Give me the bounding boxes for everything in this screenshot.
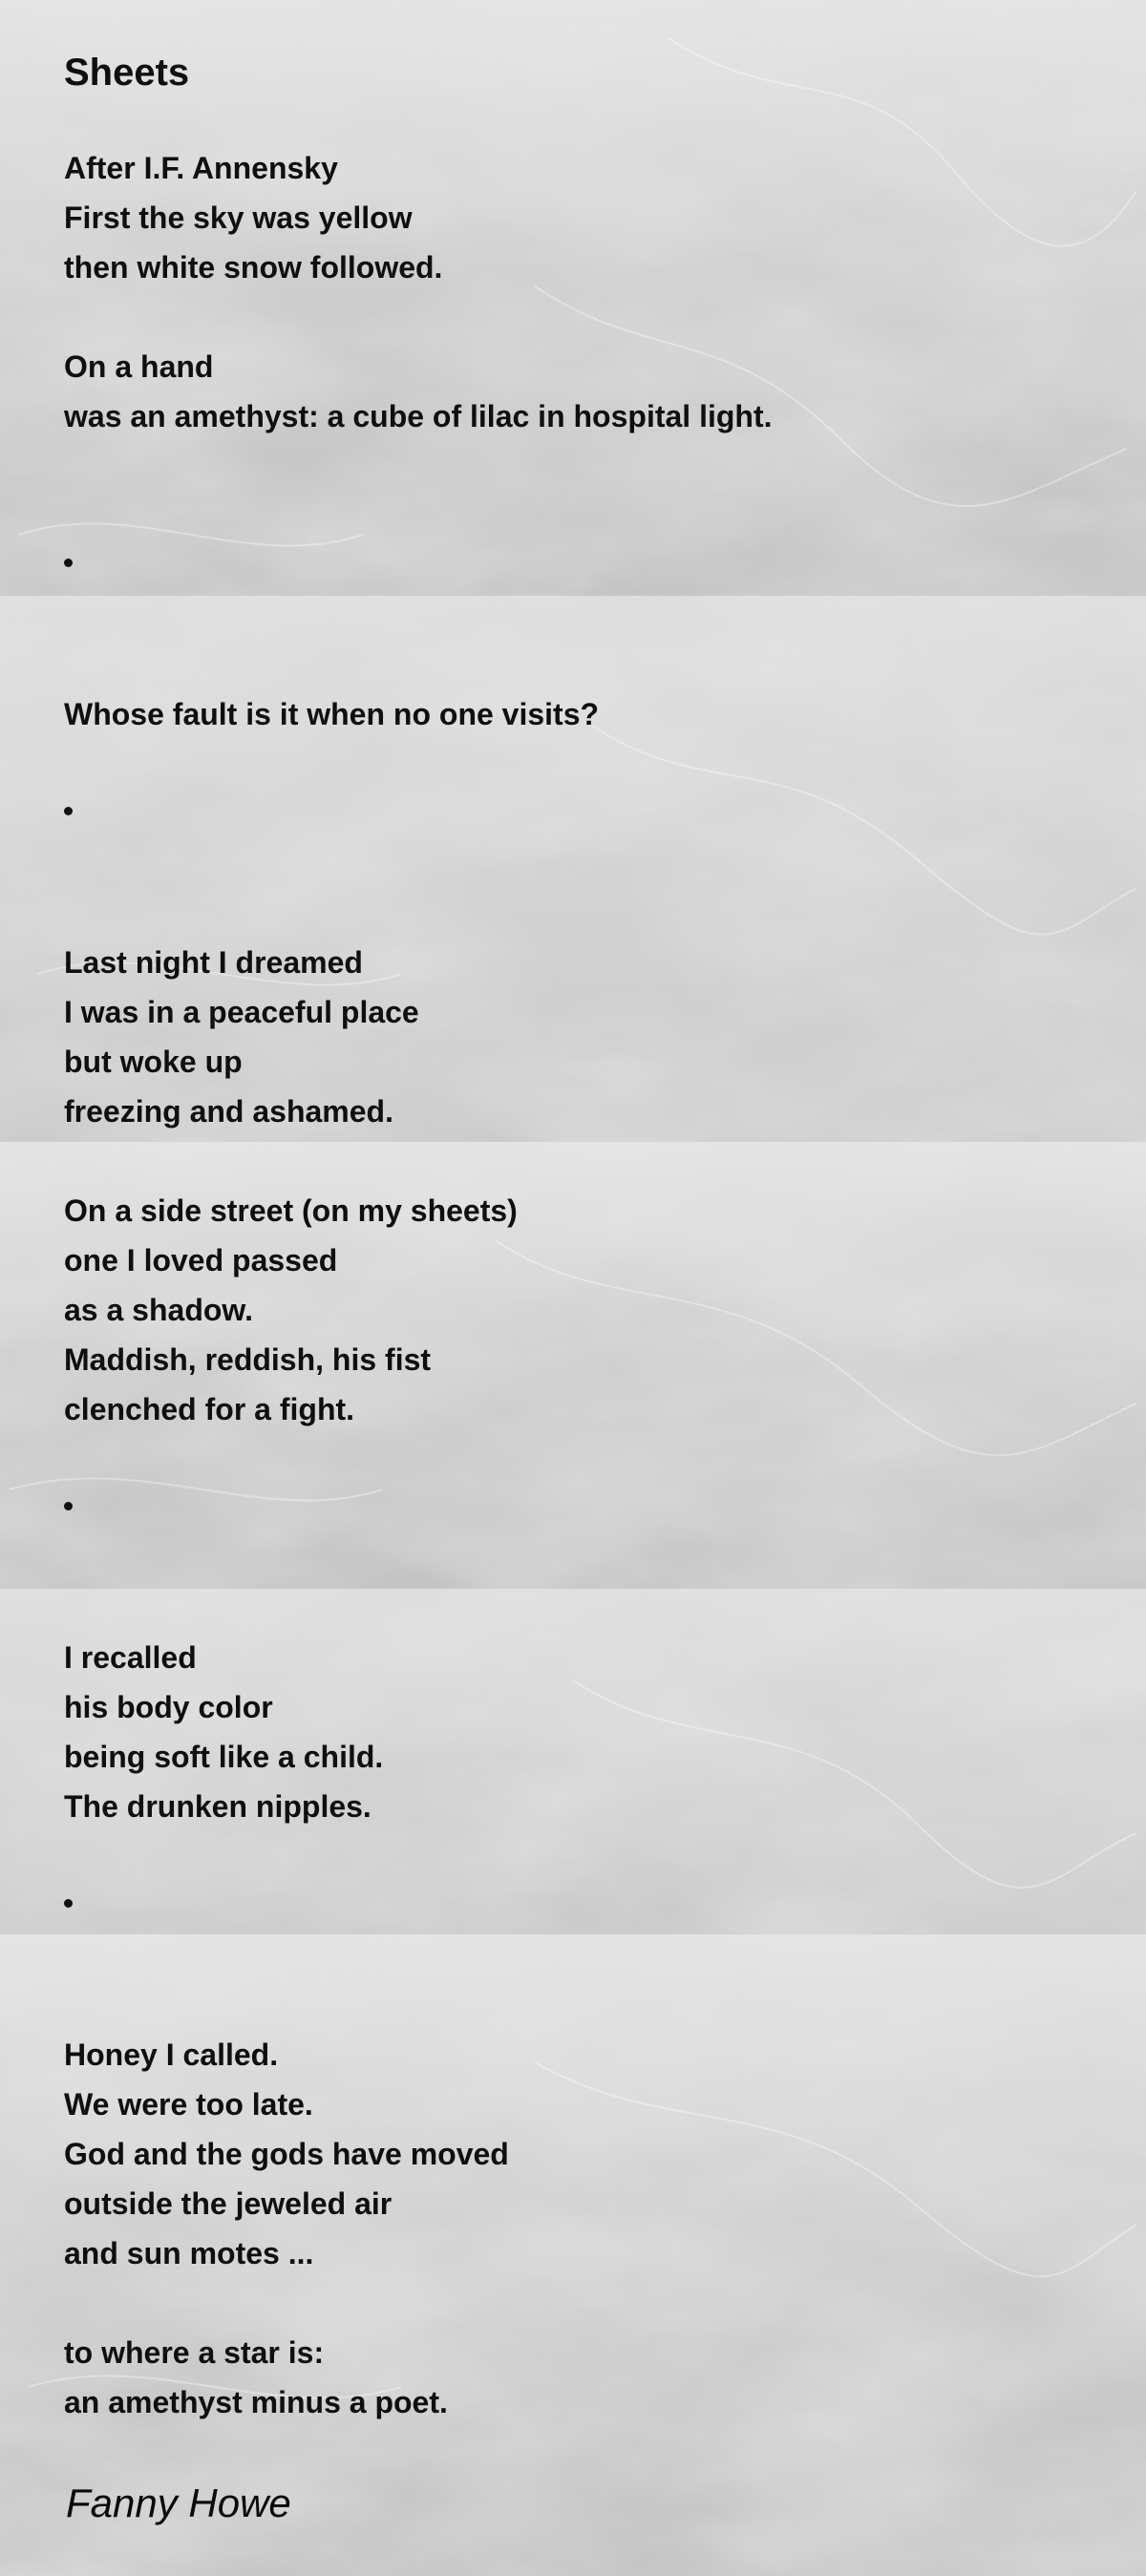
poem-line: Last night I dreamed	[64, 945, 363, 980]
poem-line: an amethyst minus a poet.	[64, 2385, 448, 2419]
poem-line: his body color	[64, 1690, 273, 1724]
poem-author[interactable]: Fanny Howe	[66, 2481, 291, 2525]
poem-line: God and the gods have moved	[64, 2137, 509, 2171]
poem-line: was an amethyst: a cube of lilac in hospital light.	[64, 399, 773, 433]
poem-line: On a hand	[64, 349, 214, 384]
poem-line: then white snow followed.	[64, 250, 443, 285]
poem-line: I recalled	[64, 1640, 197, 1675]
poem-title: Sheets	[64, 52, 190, 94]
poem-line: outside the jeweled air	[64, 2186, 393, 2221]
poem-line: I was in a peaceful place	[64, 995, 419, 1029]
poem-line: freezing and ashamed.	[64, 1094, 393, 1129]
poem-dedication: After I.F. Annensky	[64, 151, 338, 185]
poem-line: but woke up	[64, 1045, 243, 1079]
poem-line: as a shadow.	[64, 1293, 253, 1327]
poem-line: Maddish, reddish, his fist	[64, 1342, 432, 1377]
section-bullet	[64, 559, 73, 567]
poem-line: Honey I called.	[64, 2038, 279, 2072]
poem-line: On a side street (on my sheets)	[64, 1193, 518, 1228]
section-bullet	[64, 1502, 73, 1510]
poem-line: First the sky was yellow	[64, 201, 413, 235]
poem-line: and sun motes ...	[64, 2236, 314, 2270]
poem-line: Whose fault is it when no one visits?	[64, 697, 600, 731]
poem-line: The drunken nipples.	[64, 1789, 371, 1824]
poem-line: clenched for a fight.	[64, 1392, 355, 1426]
poem-line: We were too late.	[64, 2087, 313, 2122]
poem-line: to where a star is:	[64, 2335, 325, 2370]
poem-line: being soft like a child.	[64, 1740, 384, 1774]
section-bullet	[64, 1899, 73, 1908]
section-bullet	[64, 807, 73, 815]
poem-line: one I loved passed	[64, 1243, 338, 1277]
